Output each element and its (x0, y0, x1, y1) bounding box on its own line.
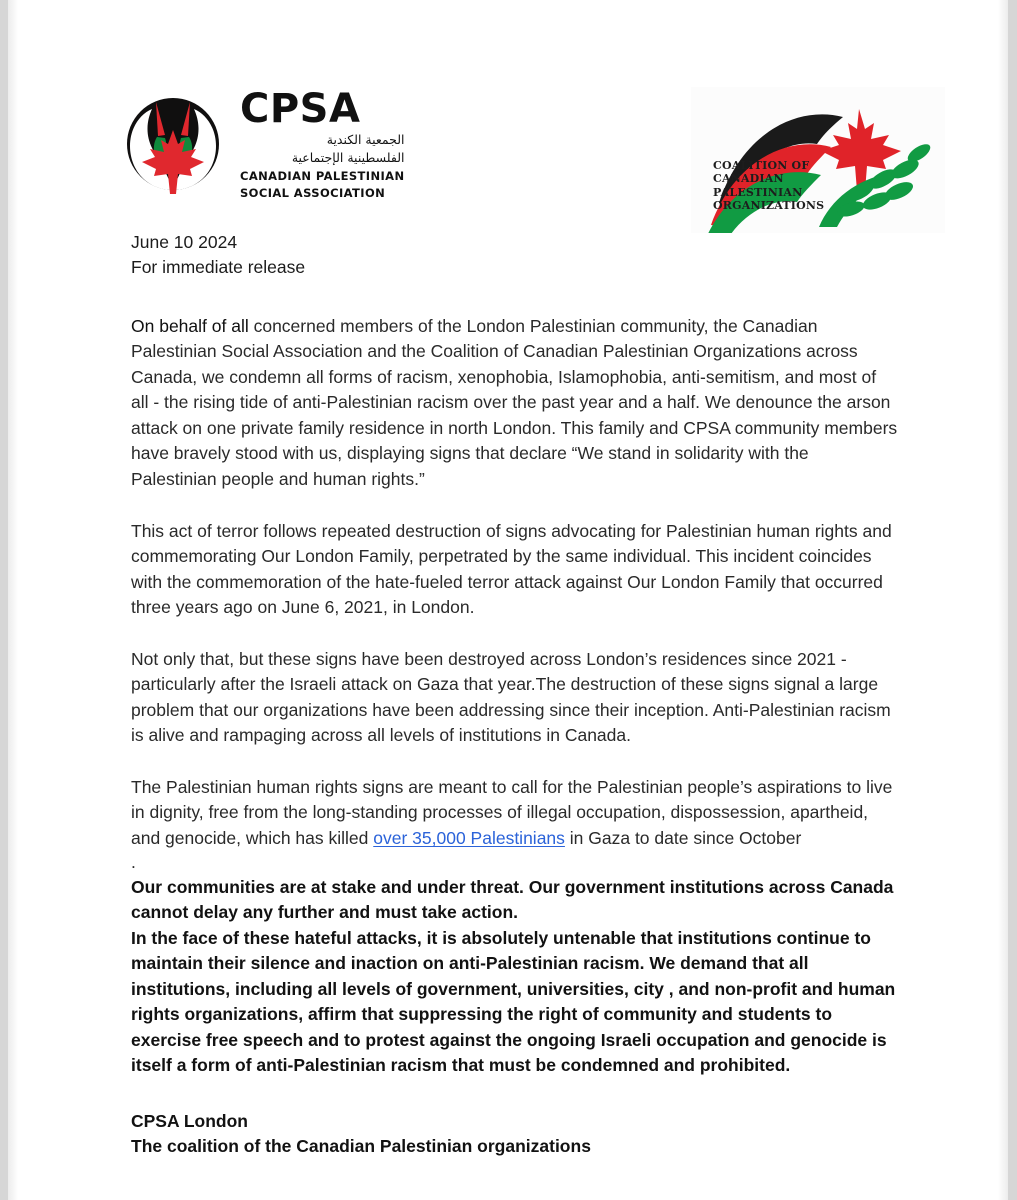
signoff-line-1: CPSA London (131, 1110, 248, 1131)
cpsa-acronym: CPSA (240, 86, 361, 132)
paragraph-4 (131, 775, 898, 852)
paragraph-4-before-link: The Palestinian human rights signs are meant to call for the Palestinian people’s aspirations to live in dignity, free from the long-standing processes of illegal occupation, dispossession, apartheid, and genocide, which has killed (131, 776, 893, 848)
paragraph-1 (131, 314, 898, 493)
paragraph-1-lead-in: On behalf of all (131, 315, 249, 336)
casualty-count-link[interactable]: over 35,000 Palestinians (373, 827, 565, 848)
coalition-logo (691, 87, 945, 233)
paragraph-2: This act of terror follows repeated destruction of signs advocating for Palestinian human rights and commemorating Our London Family, perpetrated by the same individual. This incident coincides with the commemoration of the hate-fueled terror attack against Our London Family that occurred three years ago on June 6, 2021, in London. (131, 520, 892, 618)
cpsa-wordmark (240, 88, 405, 201)
release-date: June 10 2024 (131, 232, 238, 252)
paragraph-3: Not only that, but these signs have been destroyed across London’s residences since 2021 - particularly after the Israeli attack on Gaza that year.The destruction of these signs signal a large problem that our organizations have been addressing since their inception. Anti-Palestinian racism is alive and rampaging across all levels of institutions in Canada. (131, 648, 891, 746)
paragraph-5-call-to-action: Our communities are at stake and under threat. Our government institutions across Canada cannot delay any further and must take action. (131, 876, 894, 923)
paragraph-1-body: concerned members of the London Palestinian community, the Canadian Palestinian Social Association and the Coalition of Canadian Palestinian Organizations across Canada, we condemn all forms of racism, xenophobia, Islamophobia, anti-semitism, and most of all - the rising tide of anti-Palestinian racism over the past year and a half. We denounce the arson attack on one private family residence in north London. This family and CPSA community members have bravely stood with us, displaying signs that declare “We stand in solidarity with the Palestinian people and human rights.” (131, 315, 898, 489)
coalition-caption-line-3: PALESTINIAN (713, 185, 803, 199)
release-note: For immediate release (131, 256, 306, 277)
coalition-caption-line-4: ORGANIZATIONS (713, 199, 825, 213)
document-sheet (8, 0, 1008, 1159)
cpsa-arabic-line-2: الفلسطينية الإجتماعية (291, 150, 405, 166)
dateline (131, 230, 898, 280)
signoff-line-2: The coalition of the Canadian Palestinian organizations (131, 1136, 591, 1157)
cpsa-arabic-line-1: الجمعية الكندية (326, 132, 405, 148)
coalition-caption-line-1: COALITION OF (713, 159, 810, 172)
cpsa-emblem-icon (116, 90, 230, 198)
letterhead (8, 0, 1008, 230)
cpsa-subtitle-line-1: CANADIAN PALESTINIAN (240, 168, 405, 183)
coalition-caption-line-2: CANADIAN (713, 172, 784, 186)
paragraph-6-demand: In the face of these hateful attacks, it is absolutely untenable that institutions continue to maintain their silence and inaction on anti-Palestinian racism. We demand that all institutions, including all levels of government, universities, city , and non-profit and human rights organizations, affirm that suppressing the right of community and students to exercise free speech and to protest against the ongoing Israeli occupation and genocide is itself a form of anti-Palestinian racism that must be condemned and prohibited. (131, 927, 896, 1076)
coalition-caption (713, 159, 824, 213)
press-release-body (8, 230, 1008, 1159)
paragraph-4-trailing-period: . (131, 851, 136, 872)
paragraph-4-after-link: in Gaza to date since October (564, 827, 802, 848)
cpsa-subtitle-line-2: SOCIAL ASSOCIATION (240, 186, 386, 201)
cpsa-logo (116, 88, 405, 201)
signoff (131, 1109, 898, 1159)
